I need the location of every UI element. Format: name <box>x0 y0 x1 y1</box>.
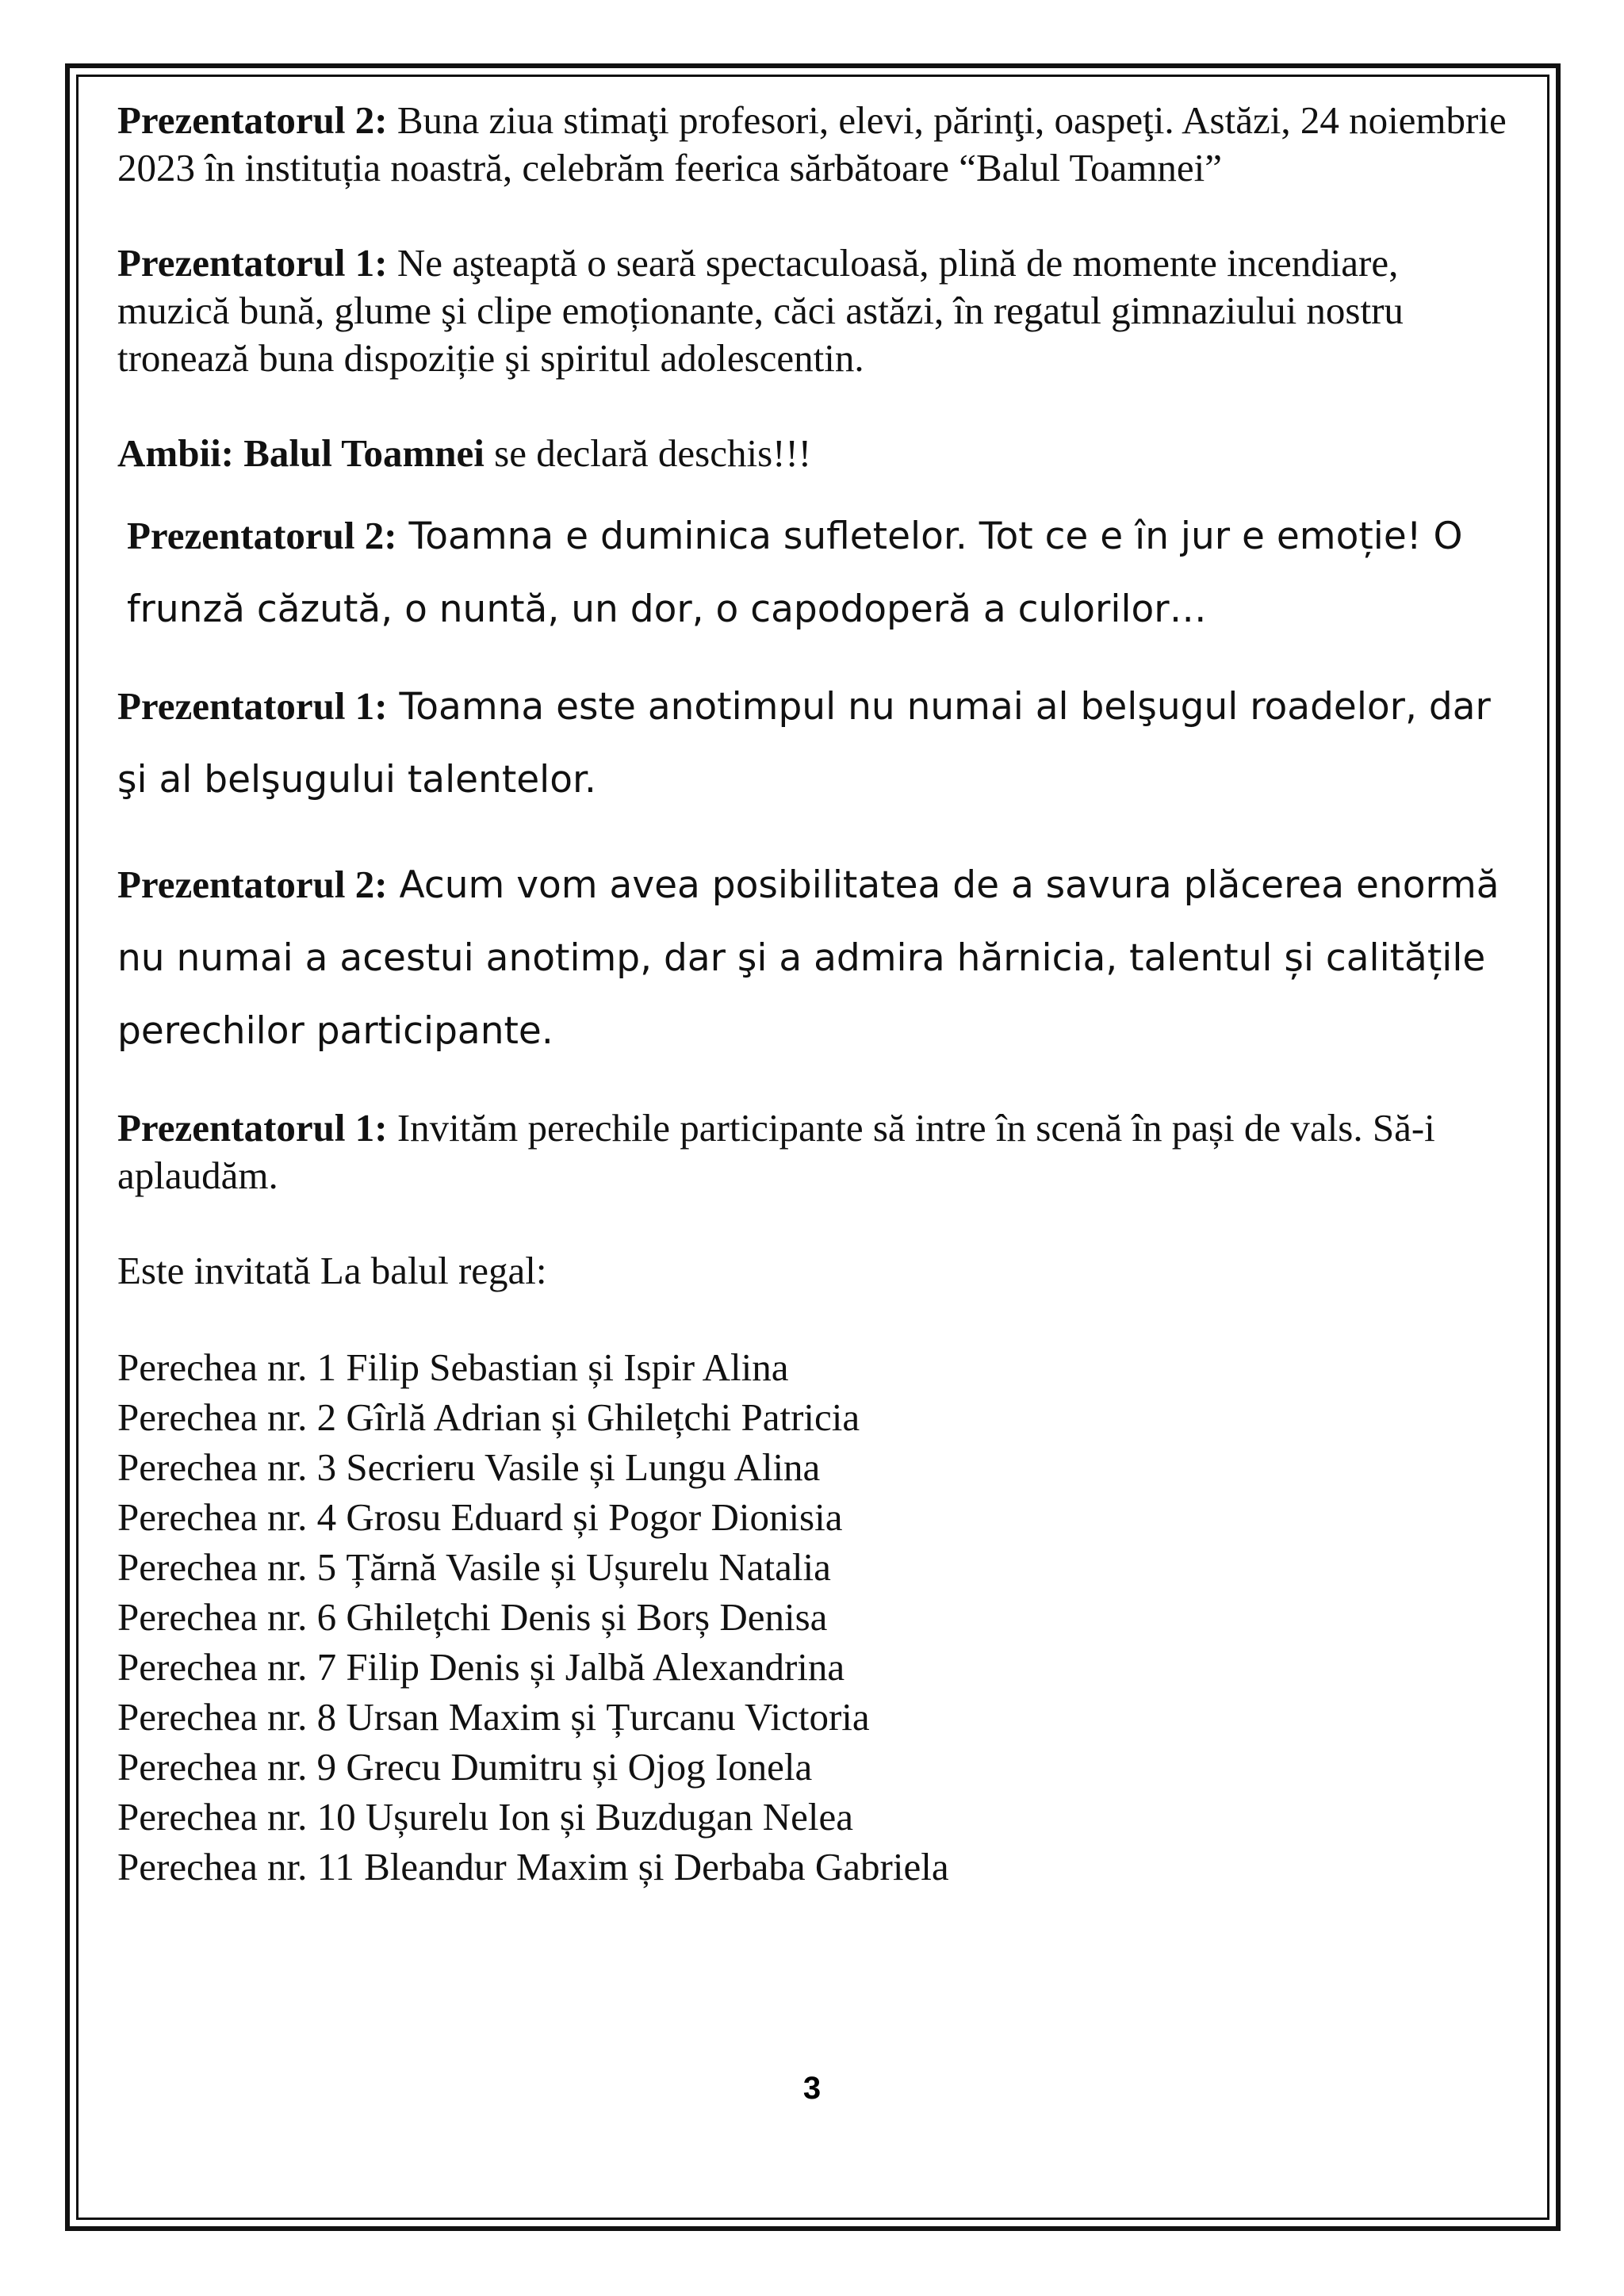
pair-item: Perechea nr. 8 Ursan Maxim și Țurcanu Victoria <box>117 1695 870 1739</box>
speaker-label: Ambii: <box>117 431 234 475</box>
pair-item: Perechea nr. 11 Bleandur Maxim și Derbaba Gabriela <box>117 1845 949 1888</box>
pair-item: Perechea nr. 6 Ghilețchi Denis și Borș Denisa <box>117 1595 828 1639</box>
pair-item: Perechea nr. 3 Secrieru Vasile și Lungu Alina <box>117 1445 821 1489</box>
pair-item: Perechea nr. 4 Grosu Eduard și Pogor Dionisia <box>117 1495 843 1539</box>
paragraph-text: Toamna e duminica sufletelor. Tot ce e în jur e emoție! O frunză căzută, o nuntă, un dor, o capodoperă a culorilor… <box>127 515 1463 631</box>
speaker-label: Prezentatorul 2: <box>127 514 397 557</box>
pair-item: Perechea nr. 2 Gîrlă Adrian și Ghilețchi Patricia <box>117 1395 860 1439</box>
paragraph-text: se declară deschis!!! <box>484 431 812 475</box>
intro-paragraph-1 <box>117 97 1513 192</box>
pair-item: Perechea nr. 5 Țărnă Vasile și Ușurelu Natalia <box>117 1545 831 1589</box>
pair-item: Perechea nr. 9 Grecu Dumitru și Ojog Ionela <box>117 1745 813 1789</box>
dialog-paragraph-1 <box>117 499 1513 646</box>
page-number: 3 <box>802 2071 822 2106</box>
paragraph-text: Ne aşteaptă o seară spectaculoasă, plină de momente incendiare, muzică bună, glume şi clipe emoționante, căci astăzi, în regatul gimnaziului nostru tronează buna dispoziție şi spiritul adolescentin. <box>117 241 1404 380</box>
paragraph-text: Toamna este anotimpul nu numai al belşugul roadelor, dar şi al belşugului talentelor. <box>117 685 1491 802</box>
speaker-label: Prezentatorul 2: <box>117 863 388 906</box>
intro-paragraph-2 <box>117 239 1513 382</box>
pair-item: Perechea nr. 7 Filip Denis și Jalbă Alexandrina <box>117 1645 845 1689</box>
paragraph-text: Buna ziua stimaţi profesori, elevi, părinţi, oaspeţi. Astăzi, 24 noiembrie 2023 în instituția noastră, celebrăm feerica sărbătoare “Balul Toamnei” <box>117 98 1507 189</box>
page-content <box>117 97 1513 1892</box>
pair-item: Perechea nr. 10 Ușurelu Ion și Buzdugan Nelea <box>117 1795 853 1839</box>
dialog-paragraph-2 <box>117 670 1513 817</box>
invite-paragraph <box>117 1104 1513 1200</box>
invite-line: Este invitată La balul regal: <box>117 1249 547 1292</box>
pair-item: Perechea nr. 1 Filip Sebastian și Ispir Alina <box>117 1345 789 1389</box>
dialog-paragraph-3 <box>117 848 1513 1068</box>
speaker-label: Prezentatorul 1: <box>117 1106 388 1150</box>
speaker-label: Prezentatorul 2: <box>117 98 388 142</box>
event-name: Balul Toamnei <box>234 431 485 475</box>
speaker-label: Prezentatorul 1: <box>117 241 388 285</box>
opening-declaration <box>117 430 1513 477</box>
speaker-label: Prezentatorul 1: <box>117 684 388 728</box>
pairs-list <box>117 1342 1513 1892</box>
paragraph-text: Invităm perechile participante să intre în scenă în pași de vals. Să-i aplaudăm. <box>117 1106 1435 1197</box>
paragraph-text: Acum vom avea posibilitatea de a savura plăcerea enormă nu numai a acestui anotimp, dar şi a admira hărnicia, talentul și calitățile perechilor participante. <box>117 863 1500 1053</box>
